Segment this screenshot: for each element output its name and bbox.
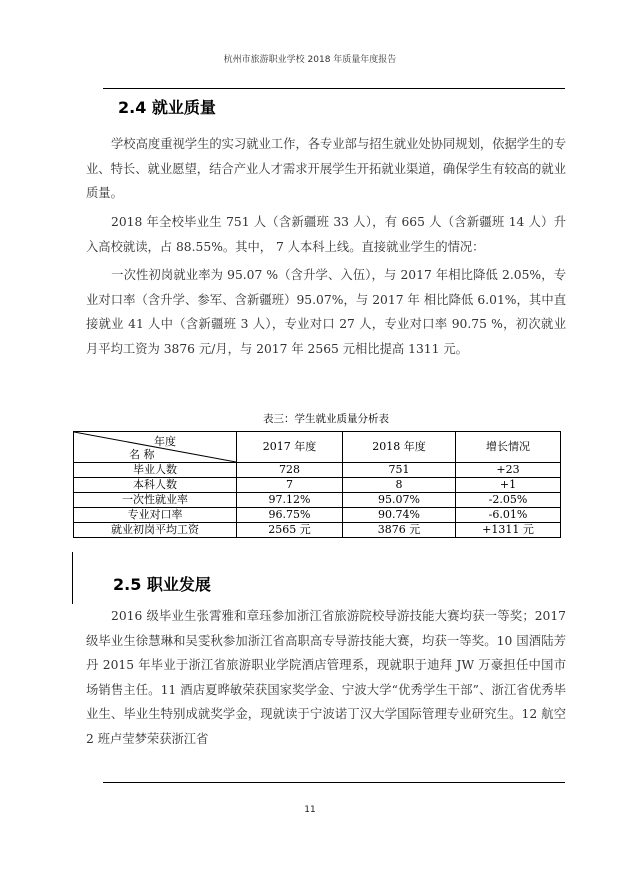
table-row	[74, 508, 561, 523]
paragraph-employment-rate	[86, 263, 566, 361]
header-divider	[103, 88, 565, 89]
cell-growth: -2.05%	[456, 493, 561, 508]
corner-label-name: 名 称	[129, 448, 155, 461]
cell-2017: 97.12%	[237, 493, 343, 508]
table-caption: 表三：学生就业质量分析表	[263, 413, 389, 425]
section-title-career-development: 2.5 职业发展	[113, 575, 211, 594]
cell-2018: 751	[343, 463, 456, 478]
paragraph-graduates	[86, 210, 566, 259]
paragraph-graduates-text: 2018 年全校毕业生 751 人（含新疆班 33 人），有 665 人（含新疆班 14 人）升入高校就读，占 88.55%。其中， 7 人本科上线。直接就业学生的情况：	[86, 215, 566, 254]
paragraph-intro-text: 学校高度重视学生的实习就业工作，各专业部与招生就业处协同规划，依据学生的专业、特长、就业愿望，结合产业人才需求开展学生开拓就业渠道，确保学生有较高的就业质量。	[86, 137, 566, 200]
footer-divider	[103, 782, 565, 783]
table-header-row	[74, 432, 561, 463]
paragraph-intro	[86, 132, 566, 206]
section-title-employment-quality: 2.4 就业质量	[118, 98, 216, 117]
cell-2017: 728	[237, 463, 343, 478]
page-number: 11	[304, 805, 316, 815]
cell-2017: 7	[237, 478, 343, 493]
table-row	[74, 463, 561, 478]
row-label: 专业对口率	[74, 508, 237, 523]
table-row	[74, 523, 561, 538]
column-header-growth: 增长情况	[456, 432, 561, 463]
cell-2018: 95.07%	[343, 493, 456, 508]
cell-2017: 2565 元	[237, 523, 343, 538]
row-label: 就业初岗平均工资	[74, 523, 237, 538]
column-header-2018: 2018 年度	[343, 432, 456, 463]
row-label: 毕业人数	[74, 463, 237, 478]
employment-quality-table	[73, 431, 561, 538]
cell-2017: 96.75%	[237, 508, 343, 523]
cell-growth: -6.01%	[456, 508, 561, 523]
paragraph-career	[86, 604, 566, 751]
row-label: 一次性就业率	[74, 493, 237, 508]
cell-2018: 3876 元	[343, 523, 456, 538]
paragraph-employment-rate-text: 一次性初岗就业率为 95.07 %（含升学、入伍），与 2017 年相比降低 2.05%，专业对口率（含升学、参军、含新疆班）95.07%，与 2017 年 相比降低 6.01%，其中直接就业 41 人中（含新疆班 3 人），专业对口 27 人，专业对口率 90.75 %，初次就业月平均工资为 3876 元/月，与 2017 年 2565 元相比提高 1311 元。	[86, 268, 566, 356]
table-corner-cell	[74, 432, 237, 463]
corner-label-year: 年度	[154, 435, 176, 448]
margin-marker	[72, 552, 73, 604]
cell-growth: +23	[456, 463, 561, 478]
cell-growth: +1	[456, 478, 561, 493]
paragraph-career-text: 2016 级毕业生张霄雅和章珏参加浙江省旅游院校导游技能大赛均获一等奖；2017 级毕业生徐慧琳和吴雯秋参加浙江省高职高专导游技能大赛，均获一等奖。10 国酒陆芳丹 2015 年毕业于浙江省旅游职业学院酒店管理系，现就职于迪拜 JW 万豪担任中国市场销售主任。11 酒店夏晔敏荣获国家奖学金、宁波大学“优秀学生干部”、浙江省优秀毕业生、毕业生特别成就奖学金，现就读于宁波诺丁汉大学国际管理专业研究生。12 航空 2 班卢莹梦荣获浙江省	[86, 609, 566, 746]
cell-2018: 90.74%	[343, 508, 456, 523]
page-header: 杭州市旅游职业学校 2018 年质量年度报告	[223, 55, 397, 65]
cell-2018: 8	[343, 478, 456, 493]
table-row	[74, 478, 561, 493]
row-label: 本科人数	[74, 478, 237, 493]
table-row	[74, 493, 561, 508]
column-header-2017: 2017 年度	[237, 432, 343, 463]
cell-growth: +1311 元	[456, 523, 561, 538]
